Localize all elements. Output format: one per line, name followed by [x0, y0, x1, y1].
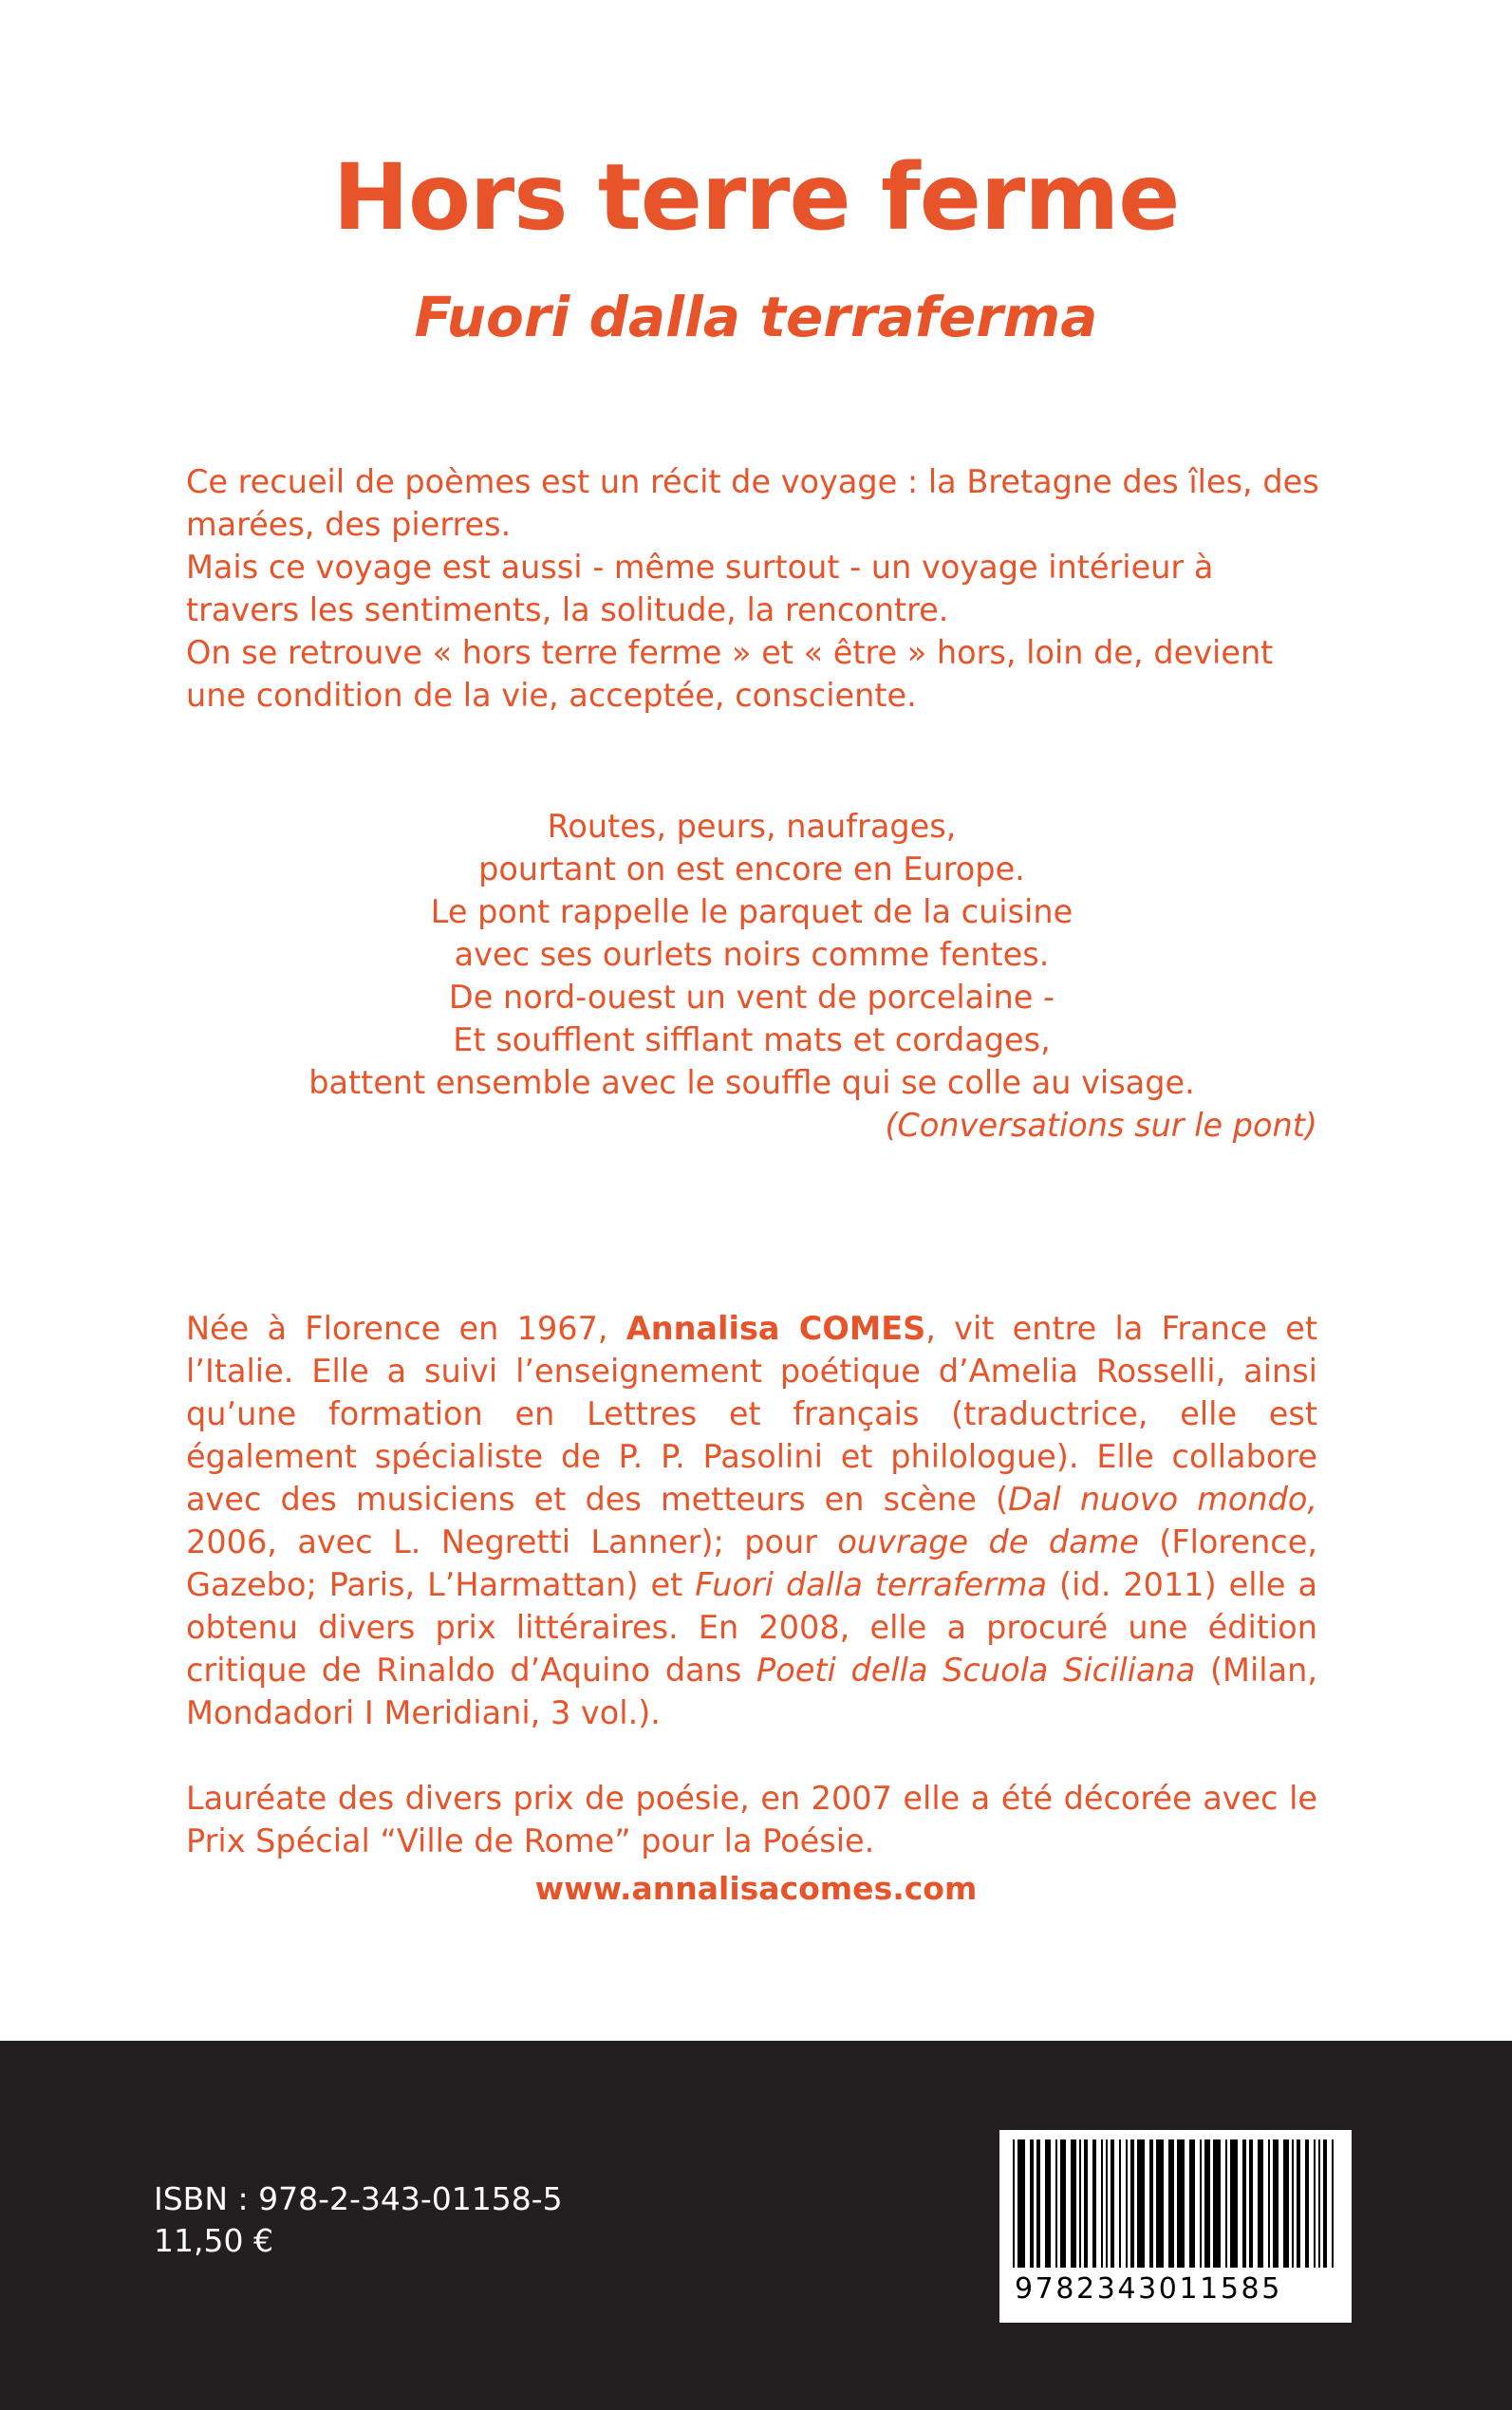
barcode-bar: [1149, 2139, 1153, 2268]
poem-line: avec ses ourlets noirs comme fentes.: [454, 936, 1050, 973]
barcode-bar: [1111, 2139, 1114, 2268]
bio-paragraph: Lauréate des divers prix de poésie, en 2007 elle a été décorée avec le Prix Spécial “Ville de Rome” pour la Poésie.: [186, 1780, 1317, 1859]
barcode-bar: [1084, 2139, 1088, 2268]
barcode-bar: [1323, 2139, 1327, 2268]
barcode-bar: [1092, 2139, 1096, 2268]
bio-text: (Florence, Gazebo; Paris, L’Harmattan) et: [186, 1523, 1317, 1603]
barcode-bar: [1168, 2139, 1174, 2268]
bio-text: , vit entre la France et l’Italie. Elle a suivi l’enseignement poétique d’Amelia Rosselli, ainsi qu’une formation en Lettres et français (traductrice, elle est également spécialiste de P. P. Pasolini et philologue). Elle collabore avec des musiciens et des metteurs en scène (: [186, 1310, 1317, 1518]
poem-source: (Conversations sur le pont): [885, 1107, 1317, 1144]
book-title: Hors terre ferme: [332, 144, 1180, 251]
poem-line: Routes, peurs, naufrages,: [547, 808, 957, 845]
barcode: [999, 2130, 1352, 2323]
barcode-bar: [1189, 2139, 1195, 2268]
barcode-bar: [1130, 2139, 1134, 2268]
poem-excerpt: [186, 805, 1317, 1147]
barcode-bar: [1225, 2139, 1227, 2268]
barcode-bar: [1156, 2139, 1164, 2268]
author-name: Annalisa COMES: [625, 1310, 926, 1347]
intro-paragraph: Mais ce voyage est aussi - même surtout - un voyage intérieur à travers les sentiments, la solitude, la rencontre.: [186, 549, 1214, 628]
work-title: Dal nuovo mondo,: [1008, 1481, 1317, 1518]
bio-text: 2006, avec L. Negretti Lanner); pour: [186, 1523, 838, 1560]
barcode-bar: [1071, 2139, 1076, 2268]
price-text: 11,50 €: [154, 2222, 273, 2259]
intro-paragraph: On se retrouve « hors terre ferme » et « être » hors, loin de, devient une condition de la vie, acceptée, consciente.: [186, 634, 1274, 714]
isbn-text: ISBN : 978-2-343-01158-5: [154, 2180, 563, 2217]
barcode-bar: [1036, 2139, 1040, 2268]
barcode-bar: [1258, 2139, 1263, 2268]
barcode-bar: [1017, 2139, 1025, 2268]
barcode-bar: [1273, 2139, 1279, 2268]
book-subtitle: Fuori dalla terraferma: [414, 285, 1098, 349]
barcode-bar: [1249, 2139, 1253, 2268]
poem-line: De nord-ouest un vent de porcelaine -: [448, 979, 1055, 1016]
barcode-bar: [1055, 2139, 1057, 2268]
barcode-bar: [1030, 2139, 1034, 2268]
barcode-bar: [1268, 2139, 1270, 2268]
barcode-bar: [1200, 2139, 1202, 2268]
poem-line: Le pont rappelle le parquet de la cuisine: [430, 893, 1073, 930]
barcode-bar: [1079, 2139, 1081, 2268]
barcode-digits: 9782343011585: [1015, 2272, 1282, 2306]
barcode-bar: [1230, 2139, 1238, 2268]
intro-text: [186, 460, 1330, 717]
barcode-bar: [1137, 2139, 1145, 2268]
poem-line: Et soufflent sifflant mats et cordages,: [453, 1021, 1051, 1058]
barcode-bar: [1101, 2139, 1103, 2268]
barcode-bar: [1126, 2139, 1128, 2268]
barcode-bar: [1013, 2139, 1015, 2268]
bio-text: (Milan, Mondadori I Meridiani, 3 vol.).: [186, 1652, 1317, 1731]
barcode-bar: [1305, 2139, 1309, 2268]
barcode-bar: [1060, 2139, 1066, 2268]
work-title: Fuori dalla terraferma: [695, 1566, 1048, 1603]
work-title: ouvrage de dame: [837, 1523, 1139, 1560]
work-title: Poeti della Scuola Siciliana: [756, 1652, 1196, 1689]
poem-line: battent ensemble avec le souffle qui se colle au visage.: [308, 1064, 1195, 1101]
intro-paragraph: Ce recueil de poèmes est un récit de voyage : la Bretagne des îles, des marées, des pierres.: [186, 463, 1319, 543]
barcode-bar: [1292, 2139, 1294, 2268]
barcode-bar: [1242, 2139, 1246, 2268]
bio-paragraph: [186, 1307, 1317, 1734]
paragraph-gap: [186, 1734, 1317, 1777]
barcode-bar: [1297, 2139, 1300, 2268]
barcode-bar: [1119, 2139, 1121, 2268]
barcode-bar: [1177, 2139, 1185, 2268]
bio-text: Née à Florence en 1967,: [186, 1310, 626, 1347]
barcode-bar: [1106, 2139, 1108, 2268]
poem-line: pourtant on est encore en Europe.: [478, 850, 1025, 887]
barcode-bar: [1213, 2139, 1221, 2268]
bio-text: (id. 2011) elle a obtenu divers prix littéraires. En 2008, elle a procuré une édition critique de Rinaldo d’Aquino dans: [186, 1566, 1317, 1689]
barcode-bar: [1204, 2139, 1210, 2268]
author-bio: [186, 1307, 1317, 1862]
website-link[interactable]: www.annalisacomes.com: [534, 1870, 978, 1907]
barcode-bar: [1314, 2139, 1316, 2268]
barcode-bar: [1318, 2139, 1320, 2268]
barcode-bar: [1045, 2139, 1051, 2268]
barcode-bar: [1283, 2139, 1289, 2268]
barcode-bar: [1332, 2139, 1334, 2268]
